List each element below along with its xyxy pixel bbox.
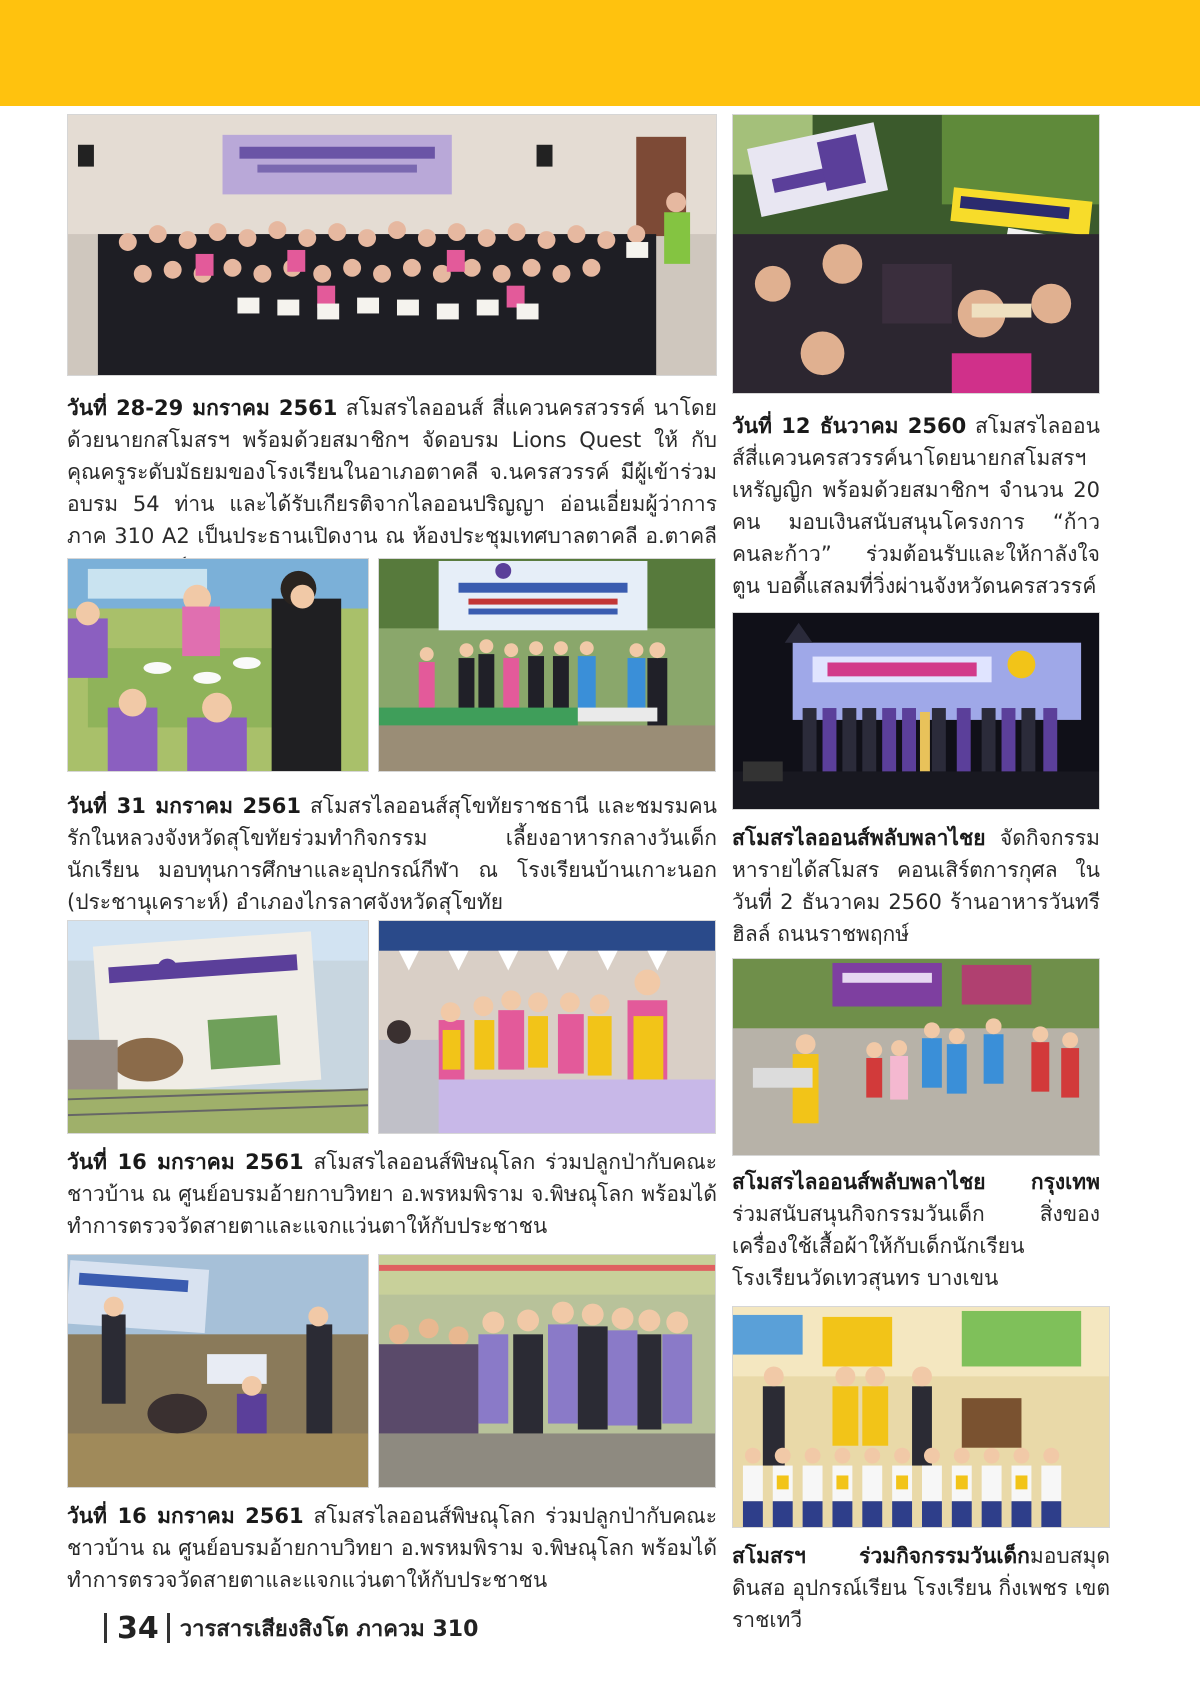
caption-club: สโมสรฯ ร่วมกิจกรรมวันเด็ก <box>732 1544 1030 1568</box>
field-photo-icon <box>68 1255 368 1487</box>
caption-text: จัดกิจกรรมหารายได้สโมสร คอนเสิร์ตการกุศล ในวันที่ 2 ธันวาคม 2560 ร้านอาหารวันทรีฮิลล์ ถนนราชพฤกษ์ <box>732 826 1100 946</box>
photo-charity-concert-stage <box>732 612 1100 810</box>
photo-tree-planting-banner <box>67 920 369 1134</box>
caption-text: มอบสมุด ดินสอ อุปกรณ์เรียน โรงเรียน กิ่งเพชร เขต ราชเทวี <box>732 1544 1110 1632</box>
children-photo-icon <box>733 1307 1109 1527</box>
caption-date: วันที่ 12 ธันวาคม 2560 <box>732 414 967 438</box>
page-footer <box>104 1608 478 1648</box>
photo-childrens-day-donation <box>732 958 1100 1156</box>
caption-text: สโมสรไลออนส์พิษณุโลก ร่วมปลูกป่ากับคณะชาวบ้าน ณ ศูนย์อบรมอ้ายกาบวิทยา อ.พรหมพิราม จ.พิษณุโลก พร้อมได้ทำการตรวจวัดสายตาและแจกแว่นตาให้กับประชาชน <box>67 1504 717 1592</box>
banner-photo-icon <box>379 559 715 771</box>
caption-run-donation <box>732 410 1100 602</box>
caption-club: สโมสรไลออนส์พลับพลาไชย กรุงเทพ <box>732 1170 1100 1194</box>
group-photo-icon <box>379 1255 715 1487</box>
photo-yellow-vest-members <box>378 920 716 1134</box>
photo-school-banner-table <box>378 558 716 772</box>
caption-text: ร่วมสนับสนุนกิจกรรมวันเด็ก สิ่งของเครื่องใช้เสื้อผ้าให้กับเด็กนักเรียนโรงเรียนวัดเทวสุนทร บางเขน <box>732 1202 1100 1290</box>
photo-run-donation-crowd <box>732 114 1100 394</box>
caption-date: วันที่ 31 มกราคม 2561 <box>67 794 301 818</box>
caption-lions-quest-training <box>67 392 717 584</box>
top-color-band <box>0 0 1200 106</box>
children-photo-icon <box>68 559 368 771</box>
caption-childrens-day-school <box>732 1540 1110 1636</box>
caption-text: สโมสรไลออนส์พิษณุโลก ร่วมปลูกป่ากับคณะชาวบ้าน ณ ศูนย์อบรมอ้ายกาบวิทยา อ.พรหมพิราม จ.พิษณุโลก พร้อมได้ทำการตรวจวัดสายตาและแจกแว่นตาให้กับประชาชน <box>67 1150 717 1238</box>
group-photo-icon <box>68 115 716 375</box>
caption-text: สโมสรไลออนส์สี่แควนครสวรรค์นาโดยนายกสโมสรฯ เหรัญญิก พร้อมด้วยสมาชิกฯ จำนวน 20 คน มอบเงินสนับสนุนโครงการ “ก้าวคนละก้าว” ร่วมต้อนรับและให้กาลังใจ ตูน บอดี้แสลมที่วิ่งผ่านจังหวัดนครสวรรค์ <box>732 414 1100 598</box>
caption-text: สโมสรไลออนส์สุโขทัยราชธานี และชมรมคนรักในหลวงจังหวัดสุโขทัยร่วมทำกิจกรรม เลี้ยงอาหารกลางวันเด็กนักเรียน มอบทุนการศึกษาและอุปกรณ์กีฬา ณ โรงเรียนบ้านเกาะนอก (ประชานุเคราะห์) อำเภองไกรลาศจังหวัดสุโขทัย <box>67 794 717 914</box>
footer-divider-right <box>167 1613 170 1643</box>
caption-tree-planting-1 <box>67 1146 717 1242</box>
caption-school-lunch <box>67 790 717 918</box>
caption-text: สโมสรไลออนส์ สี่แควนครสวรรค์ นาโดยด้วยนายกสโมสรฯ พร้อมด้วยสมาชิกฯ จัดอบรม Lions Quest ให้ กับคุณครูระดับมัธยมของโรงเรียนในอาเภอตาคลี จ.นครสวรรค์ มีผู้เข้าร่วมอบรม 54 ท่าน และได้รับเกียรติจากไลออนปริญญา อ่อนเอี่ยมผู้ว่าการภาค 310 A2 เป็นประธานเปิดงาน ณ ห้องประชุมเทศบาลตาคลี อ.ตาคลี <box>67 396 717 548</box>
banner-photo-icon <box>68 921 368 1133</box>
photo-field-planting <box>67 1254 369 1488</box>
photo-lions-quest-training-group <box>67 114 717 376</box>
publication-title: วารสารเสียงสิงโต ภาควม 310 <box>179 1616 479 1642</box>
caption-tree-planting-2 <box>67 1500 717 1596</box>
page-number: 34 <box>117 1610 159 1646</box>
photo-school-lunch-children <box>67 558 369 772</box>
stage-photo-icon <box>733 613 1099 809</box>
crowd-photo-icon <box>733 115 1099 393</box>
photo-glasses-handout <box>378 1254 716 1488</box>
photo-school-kids-group <box>732 1306 1110 1528</box>
children-photo-icon <box>733 959 1099 1155</box>
caption-date: วันที่ 16 มกราคม 2561 <box>67 1150 304 1174</box>
caption-date: วันที่ 28-29 มกราคม 2561 <box>67 396 338 420</box>
caption-date: วันที่ 16 มกราคม 2561 <box>67 1504 304 1528</box>
caption-club: สโมสรไลออนส์พลับพลาไชย <box>732 826 986 850</box>
group-photo-icon <box>379 921 715 1133</box>
caption-charity-concert <box>732 822 1100 950</box>
footer-divider-left <box>104 1613 107 1643</box>
caption-childrens-day-support <box>732 1166 1100 1294</box>
